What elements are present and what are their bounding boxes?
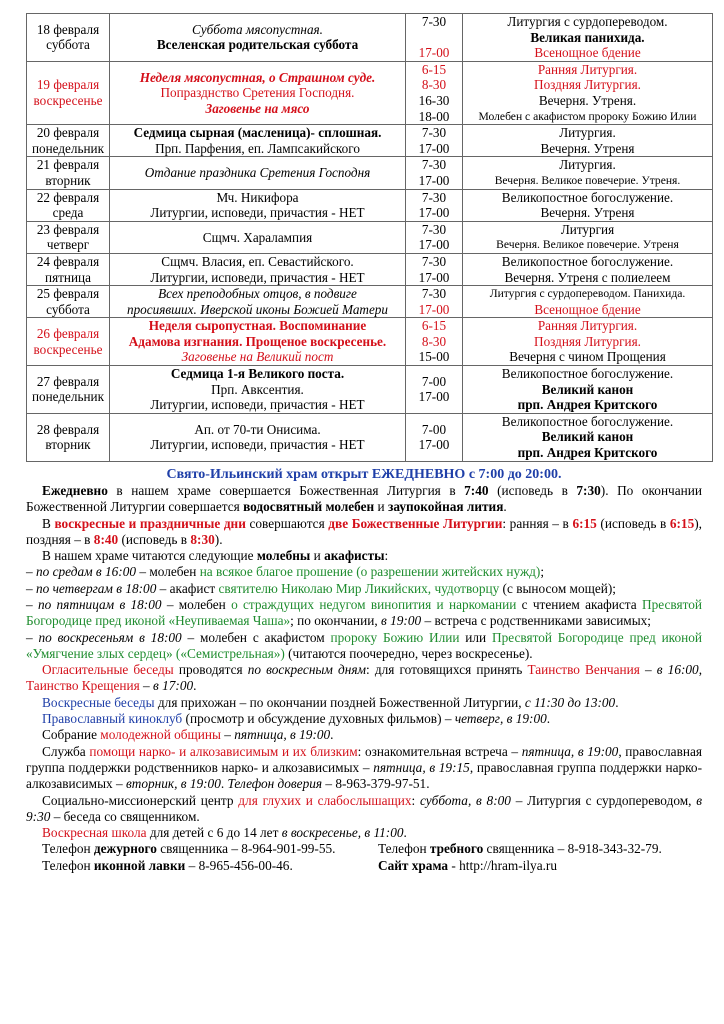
service-line: Литургия с сурдопереводом. Панихида. (489, 287, 686, 301)
event-line: Вселенская родительская суббота (156, 37, 359, 53)
event-line: Литургии, исповеди, причастия - НЕТ (150, 437, 365, 453)
service-line: Великопостное богослужение. (501, 366, 674, 382)
date-label: 21 февраля (36, 157, 100, 173)
event-line: Мч. Никифора (216, 189, 299, 205)
row-date (27, 286, 110, 318)
date-label: 28 февраля (36, 421, 100, 437)
row-services (463, 157, 713, 189)
church-website-link[interactable]: Сайт храма - http://hram-ilya.ru (378, 857, 558, 873)
time-line: 8-30 (421, 77, 447, 93)
date-label: 26 февраля (36, 326, 100, 342)
time-line: 17-00 (418, 205, 450, 221)
sunday-school: Воскресная школа для детей с 6 до 14 лет в воскресенье, в 11:00. (42, 825, 407, 841)
service-line: Литургия. (559, 125, 616, 141)
time-line: 7-30 (421, 253, 447, 269)
schedule-row (27, 286, 713, 318)
schedule-page (26, 13, 702, 874)
date-label: 23 февраля (36, 221, 100, 237)
time-line: 17-00 (418, 140, 450, 156)
time-line: 7-30 (421, 125, 447, 141)
service-line: Вечерня. Утреня (540, 140, 635, 156)
service-line: Великопостное богослужение. (501, 189, 674, 205)
date-label: 19 февраля (36, 77, 100, 93)
date-label: 24 февраля (36, 253, 100, 269)
row-times (406, 125, 463, 157)
service-line: Поздняя Литургия. (534, 77, 641, 93)
schedule-row (27, 189, 713, 221)
service-line: Вечерня с чином Прощения (509, 349, 666, 365)
event-line: Суббота мясопустная. (192, 21, 323, 37)
row-services (463, 14, 713, 62)
contacts-row-2 (26, 858, 702, 874)
row-event (110, 125, 406, 157)
row-times (406, 286, 463, 318)
event-line: Литургии, исповеди, причастия - НЕТ (150, 269, 365, 285)
date-label: 27 февраля (36, 373, 100, 389)
event-line: Седмица 1-я Великого поста. (170, 366, 345, 382)
time-line: 7-30 (421, 221, 447, 237)
weekday-label: пятница (45, 269, 91, 285)
row-times (406, 366, 463, 414)
event-line: Попразднство Сретения Господня. (160, 85, 355, 101)
time-line: 7-30 (421, 286, 447, 302)
schedule-row (27, 413, 713, 461)
deaf-center: Социально-миссионерский центр для глухих и слабослышащих: суббота, в 8:00 – Литургия с сурдопереводом, в 9:30 – беседа со священником. (26, 792, 703, 824)
weekday-label: понедельник (31, 389, 105, 405)
time-line: 8-30 (421, 333, 447, 349)
row-date (27, 413, 110, 461)
row-services (463, 125, 713, 157)
schedule-row (27, 221, 713, 253)
service-line: Ранняя Литургия. (537, 318, 638, 334)
time-line: 7-30 (421, 14, 447, 29)
time-line: 18-00 (418, 108, 450, 124)
time-line: 17-00 (418, 172, 450, 188)
service-line: Молебен с акафистом пророку Божию Илии (478, 109, 697, 123)
time-line: 17-00 (418, 301, 450, 317)
duty-priest-phone[interactable]: Телефон дежурного священника – 8-964-901-99-55. (42, 841, 336, 857)
row-services (463, 61, 713, 124)
schedule-row (27, 14, 713, 62)
schedule-row (27, 157, 713, 189)
prayer-friday: – по пятницам в 18:00 – молебен о страждущих недугом винопития и наркомании с чтением акафиста Пресвятой Богородице пред иконой «Неупиваемая Чаша»; по окончании, в 19:00 – встреча с родственниками зависимых; (26, 597, 702, 629)
schedule-row (27, 61, 713, 124)
row-event (110, 253, 406, 285)
event-line: Адамова изгнания. Прощеное воскресенье. (128, 333, 387, 349)
row-times (406, 61, 463, 124)
service-line: Всенощное бдение (534, 45, 641, 61)
service-line: Великопостное богослужение. (501, 253, 674, 269)
weekday-label: суббота (46, 301, 90, 317)
prayer-thursday: – по четвергам в 18:00 – акафист святителю Николаю Мир Ликийских, чудотворцу (с выносом мощей); (26, 580, 616, 596)
row-date (27, 221, 110, 253)
service-line: Ранняя Литургия. (537, 61, 638, 77)
sunday-talks: Воскресные беседы для прихожан – по окончании поздней Божественной Литургии, с 11:30 до 13:00. (42, 694, 619, 710)
date-label: 25 февраля (36, 286, 100, 302)
service-line: Вечерня. Великое повечерие. Утреня. (494, 173, 681, 187)
addiction-help: Служба помощи нарко- и алкозависимым и их близким: ознакомительная встреча – пятница, в 19:00, православная группа поддержки родственников нарко- и алкозависимых – пятница, в 19:15, православная группа поддержки нарко- алкозависимых – вторник, в 19:00. Телефон доверия – 8-963-379-97-51. (26, 743, 702, 792)
catechism-talks: Огласительные беседы проводятся по воскресным дням: для готовящихся принять Таинство Венчания – в 16:00, Таинство Крещения – в 17:00. (26, 662, 703, 694)
prayers-intro: В нашем храме читаются следующие молебны и акафисты: (42, 548, 389, 564)
prayer-wednesday: – по средам в 16:00 – молебен на всякое благое прошение (о разрешении житейских нужд); (26, 564, 545, 580)
treb-priest-phone[interactable]: Телефон требного священника – 8-918-343-32-79. (378, 841, 662, 857)
service-line: Вечерня. Утреня с полиелеем (504, 269, 671, 285)
info-section (26, 467, 702, 874)
weekday-label: суббота (46, 37, 90, 53)
event-line: Заговенье на Великий пост (181, 349, 334, 365)
row-event (110, 14, 406, 62)
row-date (27, 366, 110, 414)
row-services (463, 286, 713, 318)
event-line: Прп. Авксентия. (211, 381, 304, 397)
event-line: Неделя сыропустная. Воспоминание (148, 318, 367, 334)
row-times (406, 413, 463, 461)
row-event (110, 157, 406, 189)
service-line: Великая панихида. (530, 29, 645, 45)
row-times (406, 14, 463, 62)
row-times (406, 189, 463, 221)
time-line (408, 30, 460, 46)
row-services (463, 189, 713, 221)
service-line: Великий канон (541, 381, 634, 397)
daily-liturgy: Ежедневно в нашем храме совершается Божественная Литургия в 7:40 (исповедь в 7:30). По окончании Божественной Литургии совершается водосвятный молебен и заупокойная лития. (26, 482, 702, 515)
schedule-row (27, 318, 713, 366)
row-date (27, 61, 110, 124)
service-line: Литургия (560, 221, 615, 237)
sunday-liturgies: В воскресные и праздничные дни совершаются две Божественные Литургии: ранняя – в 6:15 (исповедь в 6:15), поздняя – в 8:40 (исповедь в 8:30). (26, 515, 702, 547)
row-services (463, 413, 713, 461)
event-line: Литургии, исповеди, причастия - НЕТ (150, 397, 365, 413)
row-date (27, 189, 110, 221)
time-line: 6-15 (421, 318, 447, 334)
time-line: 6-15 (421, 61, 447, 77)
schedule-table (26, 13, 713, 462)
row-date (27, 14, 110, 62)
row-event (110, 221, 406, 253)
prayer-sunday: – по воскресеньям в 18:00 – молебен с акафистом пророку Божию Илии или Пресвятой Богородице пред иконой «Умягчение злых сердец» («Семистрельная») (читаются поочередно, через воскресенье). (26, 629, 702, 661)
time-line: 7-30 (421, 157, 447, 173)
row-times (406, 318, 463, 366)
event-line: Седмица сырная (масленица)- сплошная. (133, 125, 382, 141)
schedule-row (27, 125, 713, 157)
row-services (463, 366, 713, 414)
row-event (110, 61, 406, 124)
time-line: 17-00 (418, 237, 450, 253)
row-services (463, 318, 713, 366)
service-line: прп. Андрея Критского (517, 397, 658, 413)
row-event (110, 189, 406, 221)
open-hours: Свято-Ильинский храм открыт ЕЖЕДНЕВНО с 7:00 до 20:00. (166, 466, 562, 482)
date-label: 20 февраля (36, 125, 100, 141)
date-label: 18 февраля (36, 21, 100, 37)
row-date (27, 318, 110, 366)
service-line: Всенощное бдение (534, 301, 641, 317)
time-line: 17-00 (418, 45, 450, 61)
time-line: 7-00 (421, 421, 447, 437)
weekday-label: вторник (45, 172, 91, 188)
service-line: прп. Андрея Критского (517, 445, 658, 461)
row-date (27, 125, 110, 157)
icon-shop-phone[interactable]: Телефон иконной лавки – 8-965-456-00-46. (42, 857, 293, 873)
time-line: 16-30 (418, 92, 450, 108)
event-line: Прп. Парфения, еп. Лампсакийского (155, 140, 360, 156)
time-line: 17-00 (418, 269, 450, 285)
row-date (27, 253, 110, 285)
time-line: 17-00 (418, 437, 450, 453)
weekday-label: вторник (45, 437, 91, 453)
youth-meeting: Собрание молодежной общины – пятница, в 19:00. (42, 727, 334, 743)
weekday-label: среда (52, 205, 84, 221)
row-services (463, 253, 713, 285)
time-line: 7-00 (421, 373, 447, 389)
time-line: 7-30 (421, 189, 447, 205)
time-line: 17-00 (418, 389, 450, 405)
event-line: Отдание праздника Сретения Господня (144, 165, 371, 181)
row-event (110, 318, 406, 366)
weekday-label: воскресенье (33, 92, 103, 108)
event-line: просиявших. Иверской иконы Божией Матери (126, 301, 388, 317)
event-line: Литургии, исповеди, причастия - НЕТ (150, 205, 365, 221)
weekday-label: воскресенье (33, 341, 103, 357)
event-line: Неделя мясопустная, о Страшном суде. (139, 69, 376, 85)
schedule-row (27, 253, 713, 285)
contacts-row-1 (26, 841, 702, 857)
date-label: 22 февраля (36, 189, 100, 205)
row-date (27, 157, 110, 189)
event-line: Всех преподобных отцов, в подвиге (158, 286, 357, 302)
service-line: Литургия. (559, 157, 616, 173)
service-line: Литургия с сурдопереводом. (507, 14, 668, 29)
service-line: Поздняя Литургия. (534, 333, 641, 349)
row-event (110, 366, 406, 414)
service-line: Великопостное богослужение. (501, 413, 674, 429)
row-times (406, 253, 463, 285)
service-line: Вечерня. Утреня. (538, 92, 637, 108)
row-times (406, 221, 463, 253)
time-line: 15-00 (418, 349, 450, 365)
service-line: Вечерня. Великое повечерие. Утреня (496, 238, 679, 252)
service-line: Вечерня. Утреня (540, 205, 635, 221)
row-event (110, 286, 406, 318)
row-event (110, 413, 406, 461)
weekday-label: четверг (46, 237, 90, 253)
weekday-label: понедельник (31, 140, 105, 156)
schedule-row (27, 366, 713, 414)
event-line: Заговенье на мясо (205, 100, 310, 116)
service-line: Великий канон (541, 429, 634, 445)
cinema-club: Православный киноклуб (просмотр и обсуждение духовных фильмов) – четверг, в 19:00. (42, 711, 551, 727)
row-times (406, 157, 463, 189)
event-line: Сщмч. Харалампия (202, 229, 313, 245)
event-line: Сщмч. Власия, еп. Севастийского. (161, 253, 354, 269)
event-line: Ап. от 70-ти Онисима. (194, 421, 321, 437)
row-services (463, 221, 713, 253)
